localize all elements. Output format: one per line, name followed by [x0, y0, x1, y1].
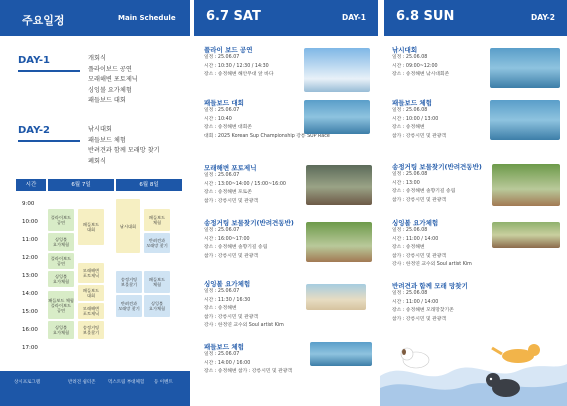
day1-item: 개회식 [88, 55, 106, 62]
schedule-cell: 패들보드 대회 [78, 209, 104, 245]
main-schedule-header [0, 0, 190, 36]
event-line: 일정 : 25.06.07 [204, 352, 240, 357]
event-line: 장소 : 송정해변 포토존 [204, 190, 252, 195]
event-title: 낚시대회 [392, 46, 418, 54]
event-line: 장소 : 송정해변 대회존 [204, 125, 252, 130]
sat-date: 6.7 SAT [206, 9, 261, 24]
event-line: 일정 : 25.06.08 [392, 172, 428, 177]
event-title: 패들보드 대회 [204, 99, 244, 107]
event-photogenic [204, 163, 286, 206]
time-label: 13:00 [22, 273, 38, 279]
photogenic-photo [306, 165, 372, 205]
event-line: 장소 : 송정해변 [392, 125, 425, 130]
treasure-hunt-sun-photo [492, 164, 560, 206]
day2-item: 패들보드 체험 [88, 136, 126, 144]
event-line: 시간 : 10:30 / 12:30 / 14:30 [204, 63, 269, 69]
day1-item: 모래해변 포토제닉 [88, 76, 138, 83]
event-line: 시간 : 13:00~14:00 / 15:00~16:00 [204, 181, 286, 187]
paddleboard-race-photo [304, 100, 370, 134]
event-treasure-hunt-sun [392, 162, 482, 205]
footer-item: 등 이벤트 [154, 380, 173, 385]
footer-label: 상시프로그램 [14, 380, 41, 385]
time-label: 16:00 [22, 327, 38, 333]
dog-wave-illustration [380, 340, 567, 406]
schedule-cell: 패들보드 체험 [144, 209, 170, 231]
event-line: 시간 : 11:00 / 14:00 [392, 236, 439, 242]
paddleboard-sun-photo [490, 100, 560, 140]
event-line: 시간 : 10:00 / 13:00 [392, 116, 439, 122]
event-line: 시간 : 16:00~17:00 [204, 236, 250, 242]
main-schedule-subtitle: Main Schedule [118, 14, 176, 22]
event-line: 일정 : 25.06.07 [204, 228, 240, 233]
main-schedule-panel [0, 0, 190, 406]
schedule-cell: 낚시대회 [116, 199, 140, 253]
time-label: 15:00 [22, 309, 38, 315]
day2-item: 폐회식 [88, 157, 106, 165]
event-line: 참가 : 강릉시민 및 관광객 [204, 253, 259, 259]
event-line: 일정 : 25.06.07 [204, 108, 240, 113]
day1-item: 패들보드 대회 [88, 97, 126, 104]
schedule-cell: 반려견과 모래망 찾기 [116, 295, 142, 317]
sun-header [384, 0, 567, 36]
event-paddleboard-sat [204, 342, 292, 377]
schedule-cell: 반려견과 모래망 찾기 [144, 233, 170, 253]
schedule-cell: 송정거팅 보물찾기 [116, 271, 142, 293]
event-line: 장소 : 송정해변 [392, 245, 425, 250]
time-label: 9:00 [22, 201, 35, 207]
day1-list [88, 54, 138, 107]
event-singing-bowl-sat [204, 279, 284, 331]
event-line: 참가 : 강릉시민 및 관광객 [392, 316, 447, 322]
schedule-cell: 모래해변 포토제닉 [78, 303, 104, 319]
orange-dog-icon [492, 344, 540, 363]
day2-label: DAY-2 [18, 125, 50, 136]
time-label: 12:00 [22, 255, 38, 261]
paddleboard-sat-photo [310, 342, 372, 366]
event-title: 싱잉볼 요가체험 [392, 219, 439, 227]
event-line: 장소 : 송정해변 [204, 306, 237, 311]
table-header-day2: 6월 8일 [116, 179, 182, 191]
event-line: 강사 : 한정연 교수외 Soul artist Kim [204, 323, 284, 328]
schedule-cell: 싱잉볼 요가체험 [48, 271, 74, 287]
event-line: 장소 : 송정해변 솔향기길 송림 [204, 245, 268, 250]
event-line: 장소 : 송정해변 솔향기길 송림 [392, 189, 456, 194]
table-header-day1: 6월 7일 [48, 179, 114, 191]
day1-item: 플라이보드 공연 [88, 65, 132, 73]
event-line: 시간 : 09:00~12:00 [392, 63, 438, 69]
flyboard-photo [304, 48, 370, 92]
schedule-cell: 패들보드 체험 [144, 271, 170, 293]
singing-bowl-sun-photo [492, 222, 560, 248]
event-line: 장소 : 송정해변 해안무대 앞 바다 [204, 72, 274, 77]
event-line: 시간 : 11:30 / 16:30 [204, 297, 251, 303]
table-header-time: 시간 [16, 179, 46, 191]
event-line: 일정 : 25.06.08 [392, 228, 428, 233]
event-line: 시간 : 13:00 [392, 180, 420, 186]
schedule-cell: 싱잉볼 요가체험 [48, 233, 74, 251]
event-line: 일정 : 25.06.08 [392, 55, 428, 60]
event-treasure-hunt-sat [204, 218, 294, 261]
schedule-cell: 싱잉볼 요가체험 [48, 321, 74, 339]
always-programs-footer [0, 371, 190, 406]
event-dog-treasure [392, 281, 468, 324]
event-line: 시간 : 14:00 / 16:00 [204, 360, 251, 366]
time-label: 14:00 [22, 291, 38, 297]
event-line: 일정 : 25.06.07 [204, 289, 240, 294]
event-line: 참가 : 강릉시민 및 관광객 [392, 253, 447, 259]
event-line: 참가 : 강릉시민 및 관광객 [204, 198, 259, 204]
time-label: 11:00 [22, 237, 38, 243]
day2-list [88, 125, 160, 167]
day1-label: DAY-1 [18, 55, 50, 66]
sat-day-label: DAY-1 [342, 13, 366, 22]
schedule-cell: 플라이보드 공연 [48, 209, 74, 231]
time-label: 10:00 [22, 219, 38, 225]
event-title: 패들보드 체험 [392, 99, 432, 107]
event-fishing [392, 45, 449, 80]
footer-item: 반려견 쉼터존 [68, 380, 96, 385]
event-title: 싱잉볼 요가체험 [204, 280, 251, 288]
main-schedule-title: 주요일정 [22, 14, 65, 27]
event-line: 참가 : 강릉시민 및 관광객 [392, 133, 447, 139]
event-line: 참가 : 강릉시민 및 관광객 [204, 314, 259, 320]
schedule-table [16, 179, 186, 369]
schedule-cell: 패들보드 대회 [78, 285, 104, 301]
event-line: 강사 : 한정연 교수외 Soul artist Kim [392, 262, 472, 267]
event-flyboard [204, 45, 273, 80]
event-line: 일정 : 25.06.08 [392, 291, 428, 296]
day1-item: 싱잉볼 요가체험 [88, 86, 132, 94]
event-title: 반려견과 함께 모래 망찾기 [392, 282, 468, 290]
event-paddleboard-sun [392, 98, 446, 141]
day2-item: 낚시대회 [88, 126, 112, 133]
treasure-hunt-photo [306, 222, 372, 262]
schedule-cell: 송정거팅 보물찾기 [78, 321, 104, 339]
day2-item: 반려견과 함께 모래망 찾기 [88, 147, 160, 154]
event-line: 장소 : 송정해변 낚시대회존 [392, 72, 450, 77]
time-label: 17:00 [22, 345, 38, 351]
event-line: 일정 : 25.06.07 [204, 55, 240, 60]
schedule-cell: 플라이보드 공연 [48, 253, 74, 269]
event-line: 일정 : 25.06.08 [392, 108, 428, 113]
event-line: 일정 : 25.06.07 [204, 173, 240, 178]
sun-day-label: DAY-2 [531, 13, 555, 22]
event-singing-bowl-sun [392, 218, 472, 270]
event-line: 시간 : 11:00 / 14:00 [392, 299, 439, 305]
event-line: 대회 : 2025 Korean Sup Championship 강릉 SUP Race [204, 133, 330, 139]
event-line: 시간 : 10:40 [204, 116, 232, 122]
white-dog-icon [401, 348, 429, 368]
event-title: 송정거팅 보물찾기(반려견동반) [204, 219, 294, 227]
day2-underline [18, 140, 80, 142]
schedule-cell: 모래해변 포토제닉 [78, 263, 104, 283]
fishing-photo [490, 48, 560, 88]
schedule-cell: 패들보드 체험 플라이보드 공연 [48, 291, 74, 319]
sat-header [194, 0, 378, 36]
event-title: 플라이 보드 공연 [204, 46, 253, 54]
event-line: 참가 : 강릉시민 및 관광객 [392, 197, 447, 203]
schedule-cell: 싱잉볼 요가체험 [144, 295, 170, 317]
singing-bowl-photo [306, 284, 366, 310]
event-title: 송정거팅 보물찾기(반려견동반) [392, 163, 482, 171]
event-title: 모래해변 포토제닉 [204, 164, 257, 172]
event-line: 장소 : 송정해변 모래망찾기존 [392, 308, 454, 313]
event-line: 장소 : 송정해변 참가 : 강릉시민 및 관광객 [204, 369, 293, 374]
sun-date: 6.8 SUN [396, 9, 455, 24]
footer-item: 먹스트림 부대체험 [108, 380, 145, 385]
event-title: 패들보드 체험 [204, 343, 244, 351]
day1-underline [18, 70, 80, 72]
